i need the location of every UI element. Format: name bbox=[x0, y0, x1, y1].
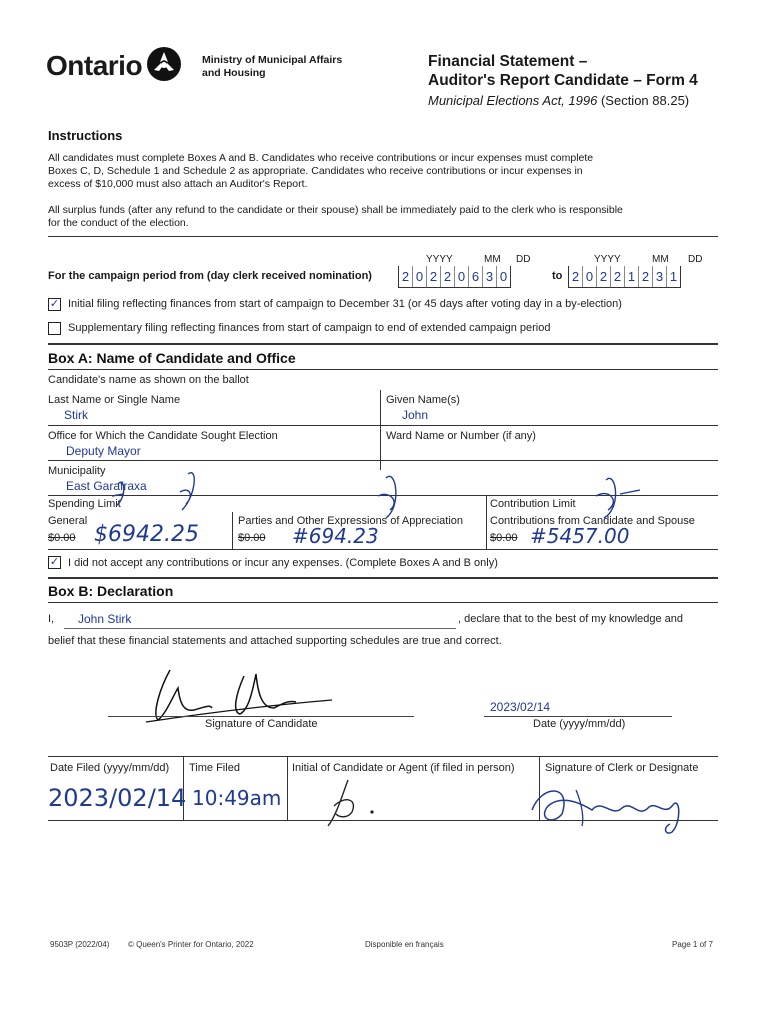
declaration-i-label: I, bbox=[48, 613, 55, 625]
to-label: to bbox=[552, 270, 563, 282]
contributions-label: Contributions from Candidate and Spouse bbox=[490, 515, 695, 527]
divider bbox=[48, 236, 718, 237]
divider bbox=[48, 369, 718, 370]
signature-label: Signature of Candidate bbox=[205, 718, 318, 730]
to-digit: 2 bbox=[639, 266, 653, 287]
contributions-handwritten-value[interactable]: #5457.00 bbox=[530, 524, 630, 548]
instructions-line: for the conduct of the election. bbox=[48, 217, 189, 229]
last-name-value[interactable]: Stirk bbox=[64, 408, 88, 422]
divider bbox=[48, 425, 718, 426]
from-date-field[interactable] bbox=[398, 266, 511, 288]
instructions-paragraph-1 bbox=[48, 152, 593, 191]
signature-line bbox=[108, 716, 414, 717]
office-value[interactable]: Deputy Mayor bbox=[66, 444, 141, 458]
contribution-limit-label: Contribution Limit bbox=[490, 498, 576, 510]
supplementary-filing-label: Supplementary filing reflecting finances from start of campaign to end of extended campaign period bbox=[68, 322, 551, 334]
divider bbox=[48, 343, 718, 345]
general-handwritten-value[interactable]: $6942.25 bbox=[94, 522, 199, 547]
form-title-line-2: Auditor's Report Candidate – Form 4 bbox=[428, 72, 698, 89]
from-digit: 3 bbox=[483, 266, 497, 287]
act-reference bbox=[428, 93, 689, 108]
divider bbox=[48, 756, 718, 757]
general-label: General bbox=[48, 515, 88, 527]
footer-french-link[interactable]: Disponible en français bbox=[365, 940, 444, 949]
clerk-signature-label: Signature of Clerk or Designate bbox=[545, 762, 699, 774]
office-label: Office for Which the Candidate Sought Election bbox=[48, 430, 278, 442]
instructions-line: All candidates must complete Boxes A and B. Candidates who receive contributions or incur expenses must complete bbox=[48, 152, 594, 164]
from-digit: 2 bbox=[441, 266, 455, 287]
to-digit: 1 bbox=[625, 266, 639, 287]
given-name-value[interactable]: John bbox=[402, 408, 429, 422]
no-contributions-label: I did not accept any contributions or incur any expenses. (Complete Boxes A and B only) bbox=[68, 557, 498, 569]
to-mm-label: MM bbox=[652, 254, 669, 265]
instructions-heading: Instructions bbox=[48, 128, 123, 143]
contributions-printed-value: $0.00 bbox=[490, 532, 518, 544]
form-title bbox=[428, 52, 698, 90]
to-yyyy-label: YYYY bbox=[594, 254, 621, 265]
to-digit: 2 bbox=[611, 266, 625, 287]
initial-filing-checkbox[interactable]: ✓ bbox=[49, 298, 60, 310]
to-digit: 2 bbox=[569, 266, 583, 287]
belief-text: belief that these financial statements and attached supporting schedules are true and correct. bbox=[48, 635, 502, 647]
declare-text: , declare that to the best of my knowledge and bbox=[458, 613, 684, 625]
ontario-wordmark: Ontario bbox=[46, 50, 143, 81]
initial-filing-label: Initial filing reflecting finances from start of campaign to December 31 (or 45 days after voting day in a by-election) bbox=[68, 298, 622, 310]
to-dd-label: DD bbox=[688, 254, 703, 265]
from-digit: 0 bbox=[497, 266, 511, 287]
instructions-line: Boxes C, D, Schedule 1 and Schedule 2 as appropriate. Candidates who receive contributions or incur expenses in bbox=[48, 165, 583, 177]
supplementary-filing-checkbox[interactable] bbox=[48, 322, 61, 335]
divider bbox=[287, 756, 288, 820]
footer-page-number: Page 1 of 7 bbox=[672, 940, 713, 949]
to-digit: 3 bbox=[653, 266, 667, 287]
divider bbox=[48, 577, 718, 579]
from-digit: 0 bbox=[413, 266, 427, 287]
from-yyyy-label: YYYY bbox=[426, 254, 453, 265]
act-name: Municipal Elections Act, 1996 bbox=[428, 93, 598, 108]
trillium-logo-icon bbox=[146, 46, 182, 82]
to-date-field[interactable] bbox=[568, 266, 681, 288]
municipality-label: Municipality bbox=[48, 465, 106, 477]
initials-scribble-icon bbox=[110, 466, 730, 536]
agent-initial-label: Initial of Candidate or Agent (if filed in person) bbox=[292, 762, 515, 774]
municipality-value[interactable]: East Garafraxa bbox=[66, 479, 147, 493]
spending-limit-label: Spending Limit bbox=[48, 498, 121, 510]
declarant-underline bbox=[64, 628, 456, 629]
instructions-paragraph-2 bbox=[48, 204, 623, 230]
to-digit: 2 bbox=[597, 266, 611, 287]
divider bbox=[380, 390, 381, 470]
from-digit: 2 bbox=[399, 266, 413, 287]
parties-handwritten-value[interactable]: #694.23 bbox=[292, 524, 379, 548]
from-mm-label: MM bbox=[484, 254, 501, 265]
date-filed-label: Date Filed (yyyy/mm/dd) bbox=[50, 762, 170, 774]
time-filed-value[interactable]: 10:49am bbox=[192, 786, 282, 810]
form-title-line-1: Financial Statement – bbox=[428, 53, 588, 70]
no-contributions-checkbox[interactable]: ✓ bbox=[49, 556, 60, 568]
divider bbox=[48, 602, 718, 603]
ministry-name bbox=[202, 54, 342, 80]
box-a-title: Box A: Name of Candidate and Office bbox=[48, 350, 296, 366]
date-line bbox=[484, 716, 672, 717]
divider bbox=[48, 820, 718, 821]
parties-printed-value: $0.00 bbox=[238, 532, 266, 544]
to-digit: 1 bbox=[667, 266, 681, 287]
declaration-date[interactable]: 2023/02/14 bbox=[490, 700, 551, 714]
from-digit: 0 bbox=[455, 266, 469, 287]
footer-copyright: © Queen's Printer for Ontario, 2022 bbox=[128, 940, 254, 949]
ward-label: Ward Name or Number (if any) bbox=[386, 430, 536, 442]
box-b-title: Box B: Declaration bbox=[48, 583, 174, 599]
general-printed-value: $0.00 bbox=[48, 532, 76, 544]
divider bbox=[48, 549, 718, 550]
agent-initial-mark-icon bbox=[318, 776, 388, 830]
campaign-period-label: For the campaign period from (day clerk received nomination) bbox=[48, 270, 372, 282]
given-name-label: Given Name(s) bbox=[386, 394, 460, 406]
footer-form-code: 9503P (2022/04) bbox=[50, 940, 110, 949]
to-digit: 0 bbox=[583, 266, 597, 287]
divider bbox=[48, 460, 718, 461]
from-digit: 6 bbox=[469, 266, 483, 287]
ballot-name-label: Candidate's name as shown on the ballot bbox=[48, 374, 249, 386]
from-digit: 2 bbox=[427, 266, 441, 287]
instructions-line: excess of $10,000 must also attach an Auditor's Report. bbox=[48, 178, 308, 190]
from-dd-label: DD bbox=[516, 254, 531, 265]
last-name-label: Last Name or Single Name bbox=[48, 394, 181, 406]
ministry-line-2: and Housing bbox=[202, 67, 266, 79]
act-section: (Section 88.25) bbox=[600, 93, 690, 108]
clerk-signature-icon bbox=[522, 774, 702, 838]
date-filed-value[interactable]: 2023/02/14 bbox=[48, 784, 187, 812]
parties-label: Parties and Other Expressions of Appreciation bbox=[238, 515, 464, 527]
time-filed-label: Time Filed bbox=[189, 762, 240, 774]
declarant-name[interactable]: John Stirk bbox=[78, 612, 132, 626]
instructions-line: All surplus funds (after any refund to the candidate or their spouse) shall be immediately paid to the clerk who is responsible bbox=[48, 204, 623, 216]
ministry-line-1: Ministry of Municipal Affairs bbox=[202, 54, 343, 66]
date-label: Date (yyyy/mm/dd) bbox=[533, 718, 626, 730]
